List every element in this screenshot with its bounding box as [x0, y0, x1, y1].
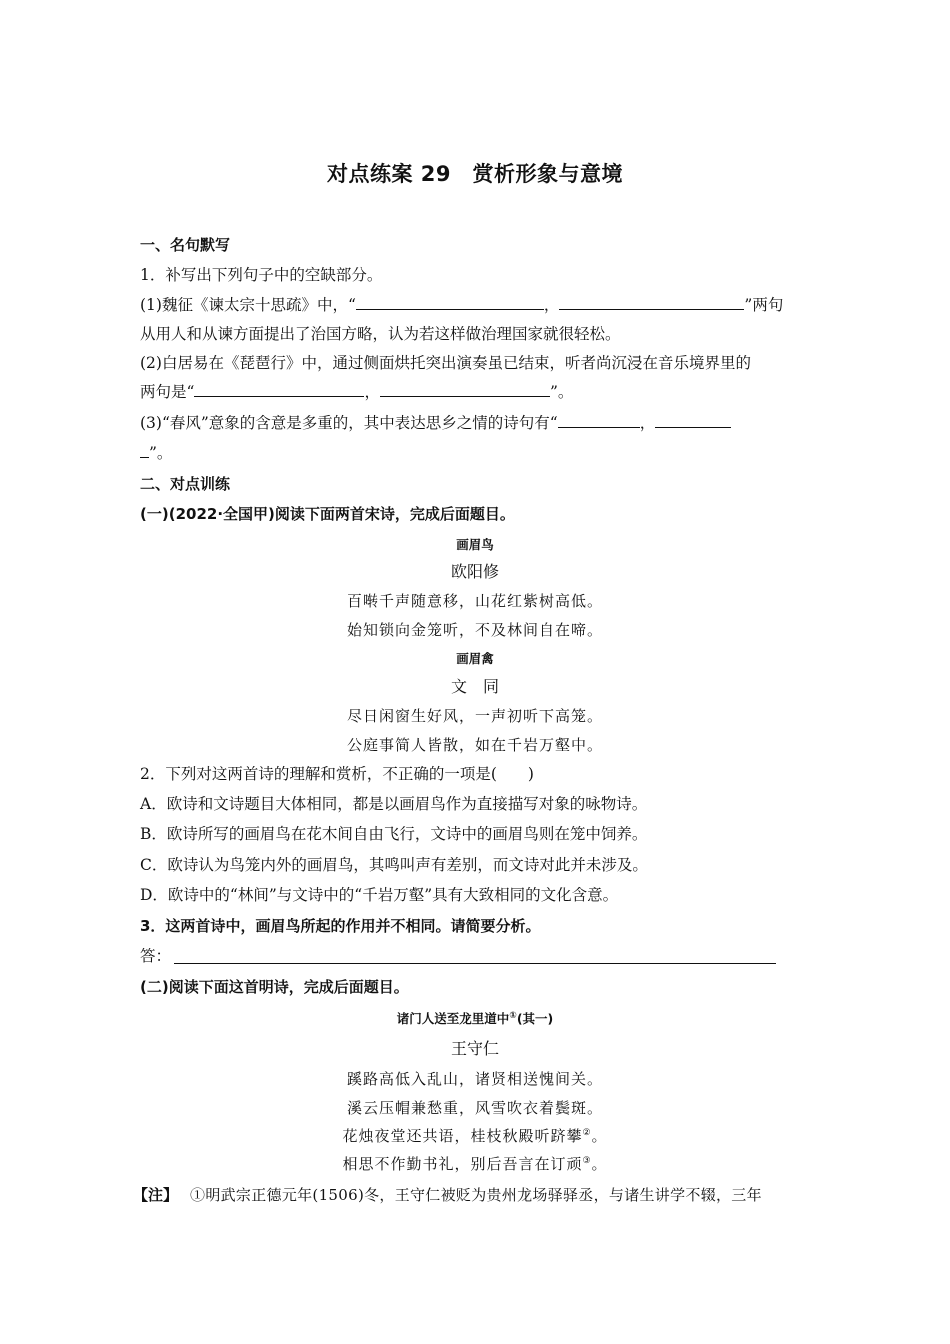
part-1-intro: (一)(2022·全国甲)阅读下面两首宋诗，完成后面题目。	[140, 505, 515, 523]
section-heading-2: 二、对点训练	[140, 475, 231, 493]
footnote-ref-2: ②	[582, 1128, 592, 1138]
option-c[interactable]: C．欧诗认为鸟笼内外的画眉鸟，其鸣叫声有差别，而文诗对此并未涉及。	[140, 856, 648, 874]
answer-blank[interactable]	[380, 381, 550, 397]
question-2: 2．下列对这两首诗的理解和赏析，不正确的一项是( )	[140, 765, 534, 783]
question-1-1-line1: (1)魏征《谏太宗十思疏》中，“ ， ”两句	[140, 296, 784, 314]
footnote-label: 【注】	[133, 1186, 179, 1204]
footnote-ref-1: ①	[509, 1010, 517, 1021]
section-heading-1: 一、名句默写	[140, 236, 231, 254]
question-1-3-line1: (3)“春风”意象的含意是多重的，其中表达思乡之情的诗句有“ ，	[140, 412, 812, 434]
question-1-1-line2: 从用人和从谏方面提出了治国方略，认为若这样做治理国家就很轻松。	[140, 325, 621, 343]
poem-2-author: 文 同	[450, 677, 499, 696]
poem-3-line-1: 蹊路高低入乱山，诸贤相送愧间关。	[346, 1070, 603, 1088]
poem-1-title: 画眉鸟	[456, 537, 494, 552]
answer-blank[interactable]	[559, 294, 744, 310]
question-1: 1．补写出下列句子中的空缺部分。	[140, 266, 383, 284]
option-a[interactable]: A．欧诗和文诗题目大体相同，都是以画眉鸟作为直接描写对象的咏物诗。	[140, 795, 648, 813]
option-d[interactable]: D．欧诗中的“林间”与文诗中的“千岩万壑”具有大致相同的文化含意。	[140, 886, 619, 904]
answer-blank[interactable]	[655, 412, 731, 428]
footnote-ref-3: ③	[582, 1156, 592, 1166]
option-b[interactable]: B．欧诗所写的画眉鸟在花木间自由飞行，文诗中的画眉鸟则在笼中饲养。	[140, 825, 648, 843]
answer-blank[interactable]	[140, 442, 149, 458]
poem-2-title: 画眉禽	[456, 651, 494, 666]
poem-2-line-2: 公庭事简人皆散，如在千岩万壑中。	[346, 736, 603, 754]
poem-2-line-1: 尽日闲窗生好风，一声初听下高笼。	[346, 707, 603, 725]
part-2-intro: (二)阅读下面这首明诗，完成后面题目。	[140, 978, 409, 996]
question-1-2-line1: (2)白居易在《琵琶行》中，通过侧面烘托突出演奏虽已结束，听者尚沉浸在音乐境界里的	[140, 354, 751, 372]
page-title: 对点练案 29 赏析形象与意境	[326, 162, 624, 186]
poem-1-author: 欧阳修	[450, 562, 499, 581]
answer-label: 答：	[140, 947, 172, 965]
question-3: 3．这两首诗中，画眉鸟所起的作用并不相同。请简要分析。	[140, 917, 541, 935]
poem-1-line-1: 百啭千声随意移，山花红紫树高低。	[346, 592, 603, 610]
footnote	[133, 1184, 812, 1206]
poem-3-title: 诸门人送至龙里道中①(其一)	[396, 1010, 554, 1026]
question-1-2-line2: 两句是“ ， ”。	[140, 383, 574, 401]
poem-3-author: 王守仁	[450, 1039, 499, 1058]
answer-blank[interactable]	[558, 412, 640, 428]
answer-line[interactable]	[174, 963, 776, 964]
poem-3-line-3: 花烛夜堂还共语，桂枝秋殿听跻攀②。	[342, 1127, 608, 1145]
question-1-3-line2: ”。	[140, 442, 812, 464]
poem-3-line-4: 相思不作勤书礼，别后吾言在订顽③。	[342, 1155, 608, 1173]
footnote-text: ①明武宗正德元年(1506)冬，王守仁被贬为贵州龙场驿驿丞，与诸生讲学不辍，三年	[190, 1186, 762, 1204]
answer-blank[interactable]	[194, 381, 364, 397]
answer-blank[interactable]	[356, 294, 544, 310]
poem-3-line-2: 溪云压帽兼愁重，风雪吹衣着鬓斑。	[346, 1099, 603, 1117]
poem-1-line-2: 始知锁向金笼听，不及林间自在啼。	[346, 621, 603, 639]
